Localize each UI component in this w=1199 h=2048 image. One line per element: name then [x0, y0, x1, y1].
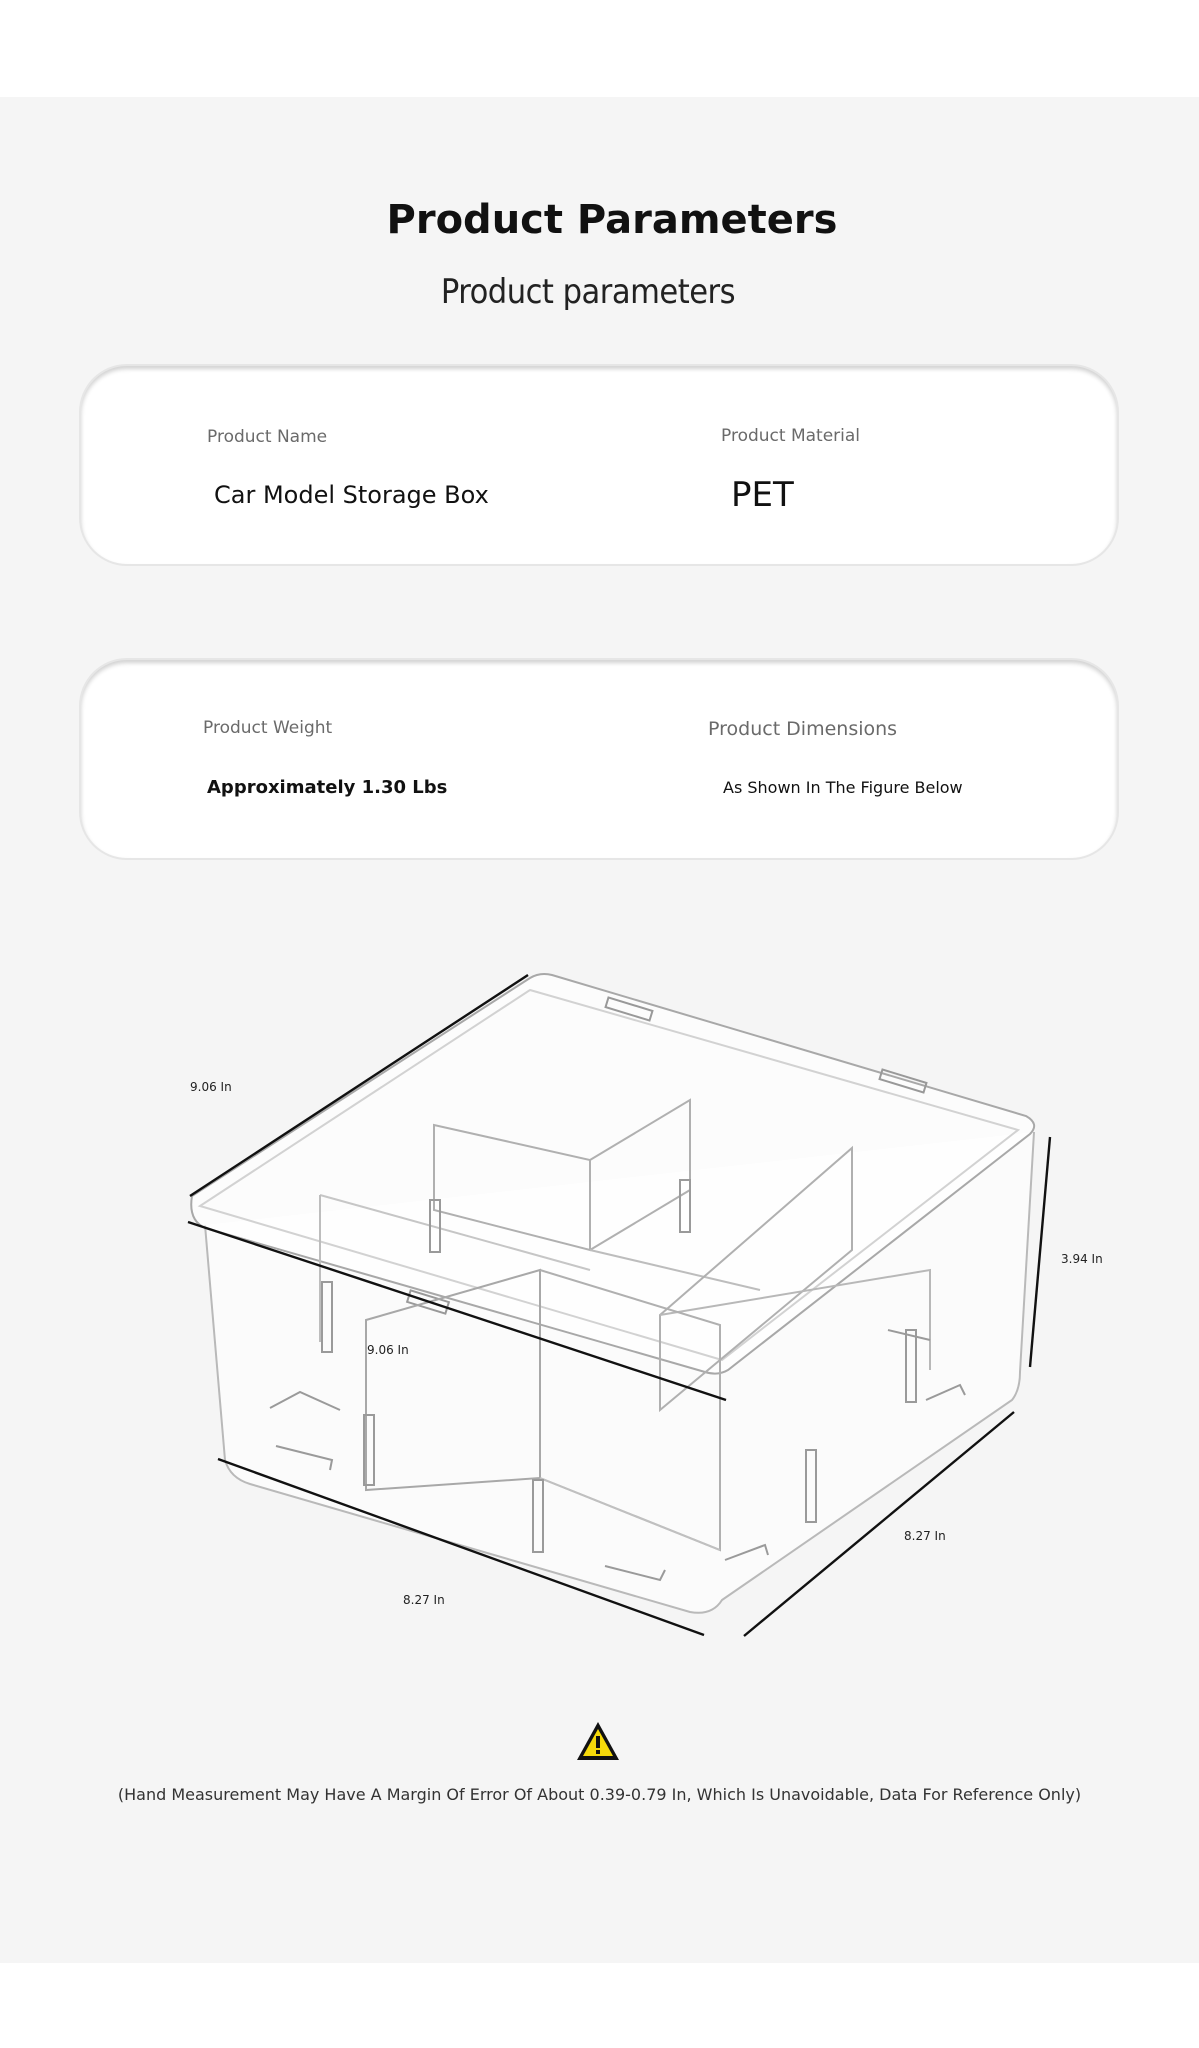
lid-width-label: 9.06 In	[367, 1343, 409, 1357]
page-title: Product Parameters	[386, 197, 838, 243]
product-dimensions-value: As Shown In The Figure Below	[723, 778, 963, 797]
product-weight-value: Approximately 1.30 Lbs	[207, 777, 448, 798]
storage-box-figure	[0, 960, 1199, 1660]
storage-box-illustration	[191, 974, 1034, 1613]
base-width-label: 8.27 In	[403, 1593, 445, 1607]
height-dimension-line	[1030, 1137, 1050, 1367]
base-length-label: 8.27 In	[904, 1529, 946, 1543]
warning-icon	[575, 1720, 621, 1762]
params-card-weight-dimensions	[81, 660, 1117, 858]
product-material-value: PET	[731, 475, 794, 515]
product-weight-label: Product Weight	[203, 718, 333, 738]
product-material-label: Product Material	[721, 426, 861, 446]
product-name-value: Car Model Storage Box	[214, 481, 489, 509]
height-label: 3.94 In	[1061, 1252, 1103, 1266]
product-name-label: Product Name	[207, 427, 328, 447]
page-subtitle: Product parameters	[440, 272, 736, 312]
params-card-name-material	[81, 366, 1117, 564]
lid-length-label: 9.06 In	[190, 1080, 232, 1094]
product-dimensions-label: Product Dimensions	[708, 718, 898, 740]
measurement-disclaimer: (Hand Measurement May Have A Margin Of Error Of About 0.39-0.79 In, Which Is Unavoidable, Data For Reference Only)	[117, 1785, 1082, 1804]
